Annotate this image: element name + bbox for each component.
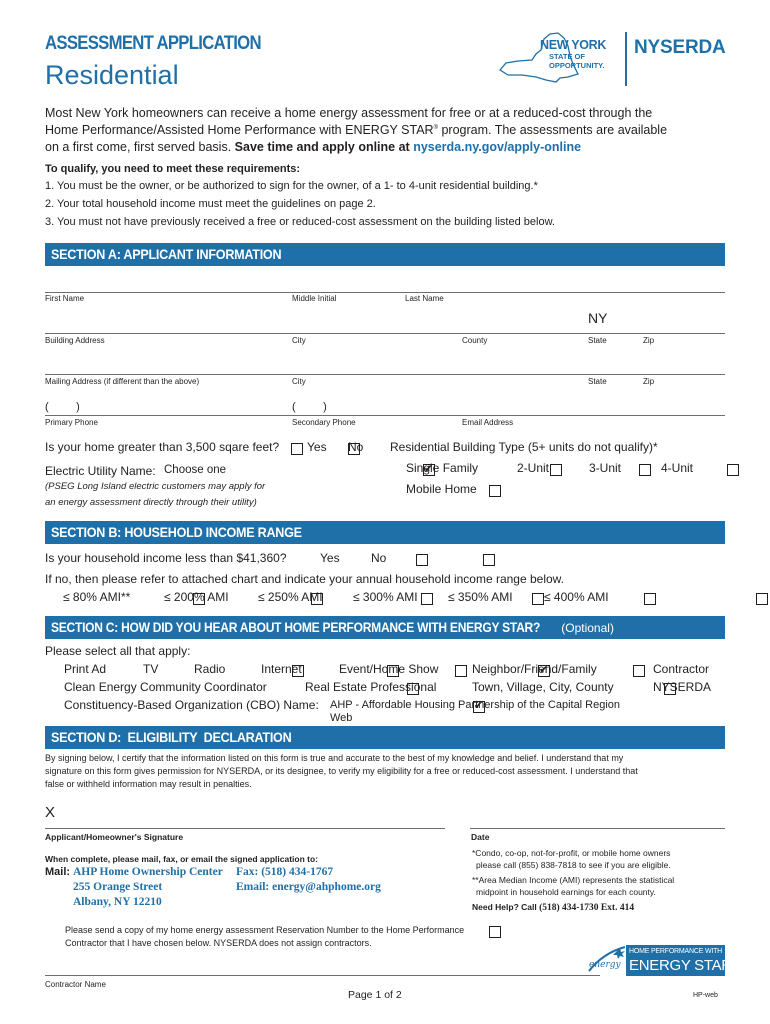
send-copy-line-2: Contractor that I have chosen below. NYSERDA does not assign contractors. <box>65 938 372 948</box>
building-address-label: Building Address <box>45 336 105 345</box>
qualify-heading: To qualify, you need to meet these requirements: <box>45 163 301 175</box>
cbo-name-value-2[interactable]: Web <box>330 712 353 724</box>
need-help-label: Need Help? Call <box>472 902 540 912</box>
name-line[interactable] <box>45 292 725 293</box>
ami-250-checkbox[interactable] <box>421 593 433 605</box>
need-help <box>472 902 634 913</box>
apply-online-link[interactable]: nyserda.ny.gov/apply-online <box>413 140 582 154</box>
pseg-note-1: (PSEG Long Island electric customers may apply for <box>45 481 266 492</box>
clean-energy-label: Clean Energy Community Coordinator <box>64 680 267 694</box>
utility-select[interactable]: Choose one <box>164 464 227 476</box>
mail-heading: When complete, please mail, fax, or email the signed application to: <box>45 854 319 864</box>
intro-line2a: Home Performance/Assisted Home Performance with ENERGY STAR <box>45 123 434 137</box>
building-address-line[interactable] <box>45 333 725 334</box>
signature-x: X <box>45 804 56 821</box>
four-unit-label: 4-Unit <box>661 461 694 475</box>
hp-logo-line2: ENERGY STAR <box>629 957 732 974</box>
mailing-address-line[interactable] <box>45 374 725 375</box>
date-label: Date <box>471 832 490 842</box>
income-yes-label: Yes <box>320 551 340 565</box>
sqft-no-label: No <box>348 440 364 454</box>
date-line[interactable] <box>470 828 725 829</box>
print-ad-label: Print Ad <box>64 662 107 676</box>
ami-400-checkbox[interactable] <box>756 593 768 605</box>
state-label: State <box>588 336 607 345</box>
ny-logo-text-line2: STATE OF <box>549 52 585 61</box>
zip-label: Zip <box>643 336 655 345</box>
cbo-name-value-1[interactable]: AHP - Affordable Housing Partnership of the Capital Region <box>330 699 621 711</box>
county-label: County <box>462 336 488 345</box>
help-phone: (518) 434-1730 Ext. 414 <box>539 903 635 913</box>
declaration-line-2: signature on this form gives permission for NYSERDA, or its designee, to verify my eligibility for a free or reduced-cost assessment. I understand that <box>45 766 638 776</box>
hp-logo-line1: HOME PERFORMANCE WITH <box>629 948 723 955</box>
section-a-header <box>45 243 725 266</box>
primary-phone-area-code[interactable]: ( ) <box>45 401 80 413</box>
secondary-phone-label: Secondary Phone <box>292 418 356 427</box>
three-unit-label: 3-Unit <box>589 461 622 475</box>
mailing-state-label: State <box>588 377 607 386</box>
three-unit-checkbox[interactable] <box>639 464 651 476</box>
page-number: Page 1 of 2 <box>348 989 402 1001</box>
intro-line2b: program. The assessments are available <box>437 123 668 137</box>
section-d-title: SECTION D: ELIGIBILITY DECLARATION <box>51 729 292 745</box>
send-copy-checkbox[interactable] <box>489 926 501 938</box>
cbo-label: Constituency-Based Organization (CBO) Name: <box>64 698 319 712</box>
email-address[interactable]: Email: energy@ahphome.org <box>236 881 381 893</box>
section-c-header <box>45 616 725 639</box>
intro-save-time: Save time and apply online at <box>234 140 414 154</box>
income-yes-checkbox[interactable] <box>416 554 428 566</box>
section-c-optional: (Optional) <box>561 621 614 635</box>
utility-label: Electric Utility Name: <box>45 464 156 478</box>
mail-label: Mail: <box>45 866 71 878</box>
contractor-name-label: Contractor Name <box>45 980 106 989</box>
mobile-home-label: Mobile Home <box>406 482 477 496</box>
form-title: ASSESSMENT APPLICATION <box>45 33 261 54</box>
sqft-question: Is your home greater than 3,500 sqare feet? <box>45 440 280 454</box>
single-family-label: Single Family <box>406 461 479 475</box>
building-type-question: Residential Building Type (5+ units do not qualify)* <box>390 440 658 454</box>
mail-address-line2: 255 Orange Street <box>73 881 163 893</box>
ami-note-2: midpoint in household earnings for each county. <box>476 887 656 897</box>
event-checkbox[interactable] <box>633 665 645 677</box>
income-no-checkbox[interactable] <box>483 554 495 566</box>
mailing-zip-label: Zip <box>643 377 655 386</box>
mail-address-line3: Albany, NY 12210 <box>73 896 162 908</box>
neighbor-label: Neighbor/Friend/Family <box>472 662 597 676</box>
mailing-city-label: City <box>292 377 306 386</box>
contractor-label: Contractor <box>653 662 710 676</box>
ami-250-label: ≤ 250% AMI <box>258 590 323 604</box>
four-unit-checkbox[interactable] <box>727 464 739 476</box>
section-b-header <box>45 521 725 544</box>
internet-label: Internet <box>261 662 302 676</box>
section-d-header <box>45 726 725 749</box>
nyserda-logo: NYSERDA <box>634 37 726 58</box>
mailing-address-label: Mailing Address (if different than the above) <box>45 377 200 386</box>
fax-number: Fax: (518) 434-1767 <box>236 866 334 878</box>
nyserda-label: NYSERDA <box>653 680 712 694</box>
section-c-title: SECTION C: HOW DID YOU HEAR ABOUT HOME PERFORMANCE WITH ENERGY STAR? <box>51 619 541 635</box>
signature-line[interactable] <box>45 828 445 829</box>
mobile-home-checkbox[interactable] <box>489 485 501 497</box>
tv-label: TV <box>143 662 159 676</box>
first-name-label: First Name <box>45 294 85 303</box>
ami-350-label: ≤ 350% AMI <box>448 590 513 604</box>
two-unit-checkbox[interactable] <box>550 464 562 476</box>
declaration-line-1: By signing below, I certify that the information listed on this form is true and accurate to the best of my knowledge and belief. I understand that my <box>45 753 624 763</box>
middle-initial-label: Middle Initial <box>292 294 337 303</box>
requirement-2: 2. Your total household income must meet the guidelines on page 2. <box>45 198 376 210</box>
income-question: Is your household income less than $41,360? <box>45 551 287 565</box>
ami-80-label: ≤ 80% AMI** <box>63 590 131 604</box>
radio-label: Radio <box>194 662 226 676</box>
requirement-3: 3. You must not have previously received a free or reduced-cost assessment on the building listed below. <box>45 216 555 228</box>
ami-300-label: ≤ 300% AMI <box>353 590 418 604</box>
hp-energy-star-logo <box>587 945 732 976</box>
contractor-name-line[interactable] <box>45 975 600 976</box>
energy-script: energy <box>589 960 621 970</box>
sqft-yes-checkbox[interactable] <box>291 443 303 455</box>
intro-line2 <box>45 123 667 137</box>
select-all-prompt: Please select all that apply: <box>45 644 191 658</box>
real-estate-label: Real Estate Professional <box>305 680 437 694</box>
ami-200-label: ≤ 200% AMI <box>164 590 229 604</box>
requirement-1: 1. You must be the owner, or be authorized to sign for the owner, of a 1- to 4-unit residential building.* <box>45 180 538 192</box>
primary-phone-label: Primary Phone <box>45 418 98 427</box>
event-label: Event/Home Show <box>339 662 439 676</box>
send-copy-line-1: Please send a copy of my home energy assessment Reservation Number to the Home Performance <box>65 925 465 935</box>
sqft-yes-label: Yes <box>307 440 327 454</box>
declaration-line-3: false or withheld information may result in penalties. <box>45 779 252 789</box>
phone-line[interactable] <box>45 415 725 416</box>
pseg-note-2: an energy assessment directly through their utility) <box>45 497 257 508</box>
ami-350-checkbox[interactable] <box>644 593 656 605</box>
form-code: HP-web <box>693 992 718 999</box>
condo-note-1: *Condo, co-op, not-for-profit, or mobile home owners <box>472 848 671 858</box>
ny-logo-text-line3: OPPORTUNITY. <box>549 61 605 70</box>
secondary-phone-area-code[interactable]: ( ) <box>292 401 327 413</box>
last-name-label: Last Name <box>405 294 444 303</box>
income-no-label: No <box>371 551 387 565</box>
town-label: Town, Village, City, County <box>472 680 614 694</box>
ami-300-checkbox[interactable] <box>532 593 544 605</box>
form-subtitle: Residential <box>45 60 179 90</box>
ami-400-label: ≤ 400% AMI <box>544 590 609 604</box>
intro-line3a: on a first come, first served basis. <box>45 140 235 154</box>
section-a-title: SECTION A: APPLICANT INFORMATION <box>51 246 282 262</box>
ny-logo-text-big: NEW YORK <box>540 38 607 52</box>
mail-address-line1: AHP Home Ownership Center <box>73 866 223 878</box>
registered-mark: ® <box>433 124 438 131</box>
radio-checkbox[interactable] <box>455 665 467 677</box>
condo-note-2: please call (855) 838-7818 to see if you are eligible. <box>476 860 671 870</box>
intro-line3 <box>45 140 581 154</box>
state-value-ny[interactable]: NY <box>588 310 608 326</box>
two-unit-label: 2-Unit <box>517 461 550 475</box>
logo-divider <box>625 32 627 86</box>
section-b-title: SECTION B: HOUSEHOLD INCOME RANGE <box>51 524 302 540</box>
intro-line1: Most New York homeowners can receive a home energy assessment for free or at a reduced-cost through the <box>45 106 653 120</box>
email-label: Email Address <box>462 418 514 427</box>
city-label: City <box>292 336 306 345</box>
signature-label: Applicant/Homeowner's Signature <box>45 832 184 842</box>
income-if-no: If no, then please refer to attached chart and indicate your annual household income range below. <box>45 572 565 586</box>
ami-note-1: **Area Median Income (AMI) represents the statistical <box>472 875 675 885</box>
